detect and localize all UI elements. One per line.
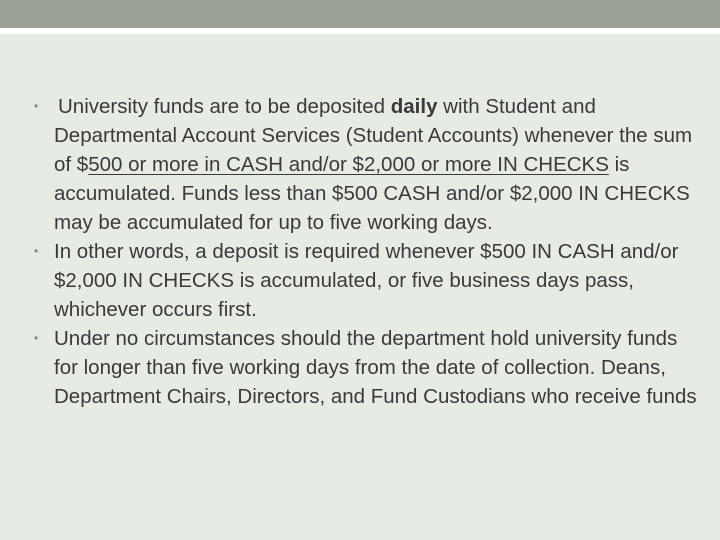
bullet-3-text: Under no circumstances should the department hold university funds for longer than five working days from the date of collection. Deans, Department Chairs, Directors, and Fund Custodians who receive funds xyxy=(54,327,697,408)
bullet-1-text-a: University funds are to be deposited xyxy=(58,95,391,118)
bullet-marker-icon: • xyxy=(34,99,39,113)
bullet-2-text: In other words, a deposit is required whenever $500 IN CASH and/or $2,000 IN CHECKS is accumulated, or five business days pass, whichever occurs first. xyxy=(54,240,679,321)
slide-body xyxy=(34,92,704,411)
bullet-point-3 xyxy=(34,324,704,411)
bullet-1-text-bold: daily xyxy=(390,95,438,118)
bullet-point-2 xyxy=(34,237,704,324)
header-rule xyxy=(0,28,720,34)
bullet-marker-icon: • xyxy=(34,331,39,345)
bullet-1-text-underlined: 500 or more in CASH and/or $2,000 or more IN CHECKS xyxy=(88,153,609,176)
bullet-1-text-b: with Student and Departmental Account Services (Student Accounts) whenever the sum of $ xyxy=(54,95,693,176)
bullet-point-1 xyxy=(34,92,704,237)
bullet-1-text-c: is accumulated. Funds less than $500 CASH and/or $2,000 IN CHECKS may be accumulated for up to five working days. xyxy=(54,153,690,234)
header-band xyxy=(0,0,720,28)
bullet-marker-icon: • xyxy=(34,244,39,258)
